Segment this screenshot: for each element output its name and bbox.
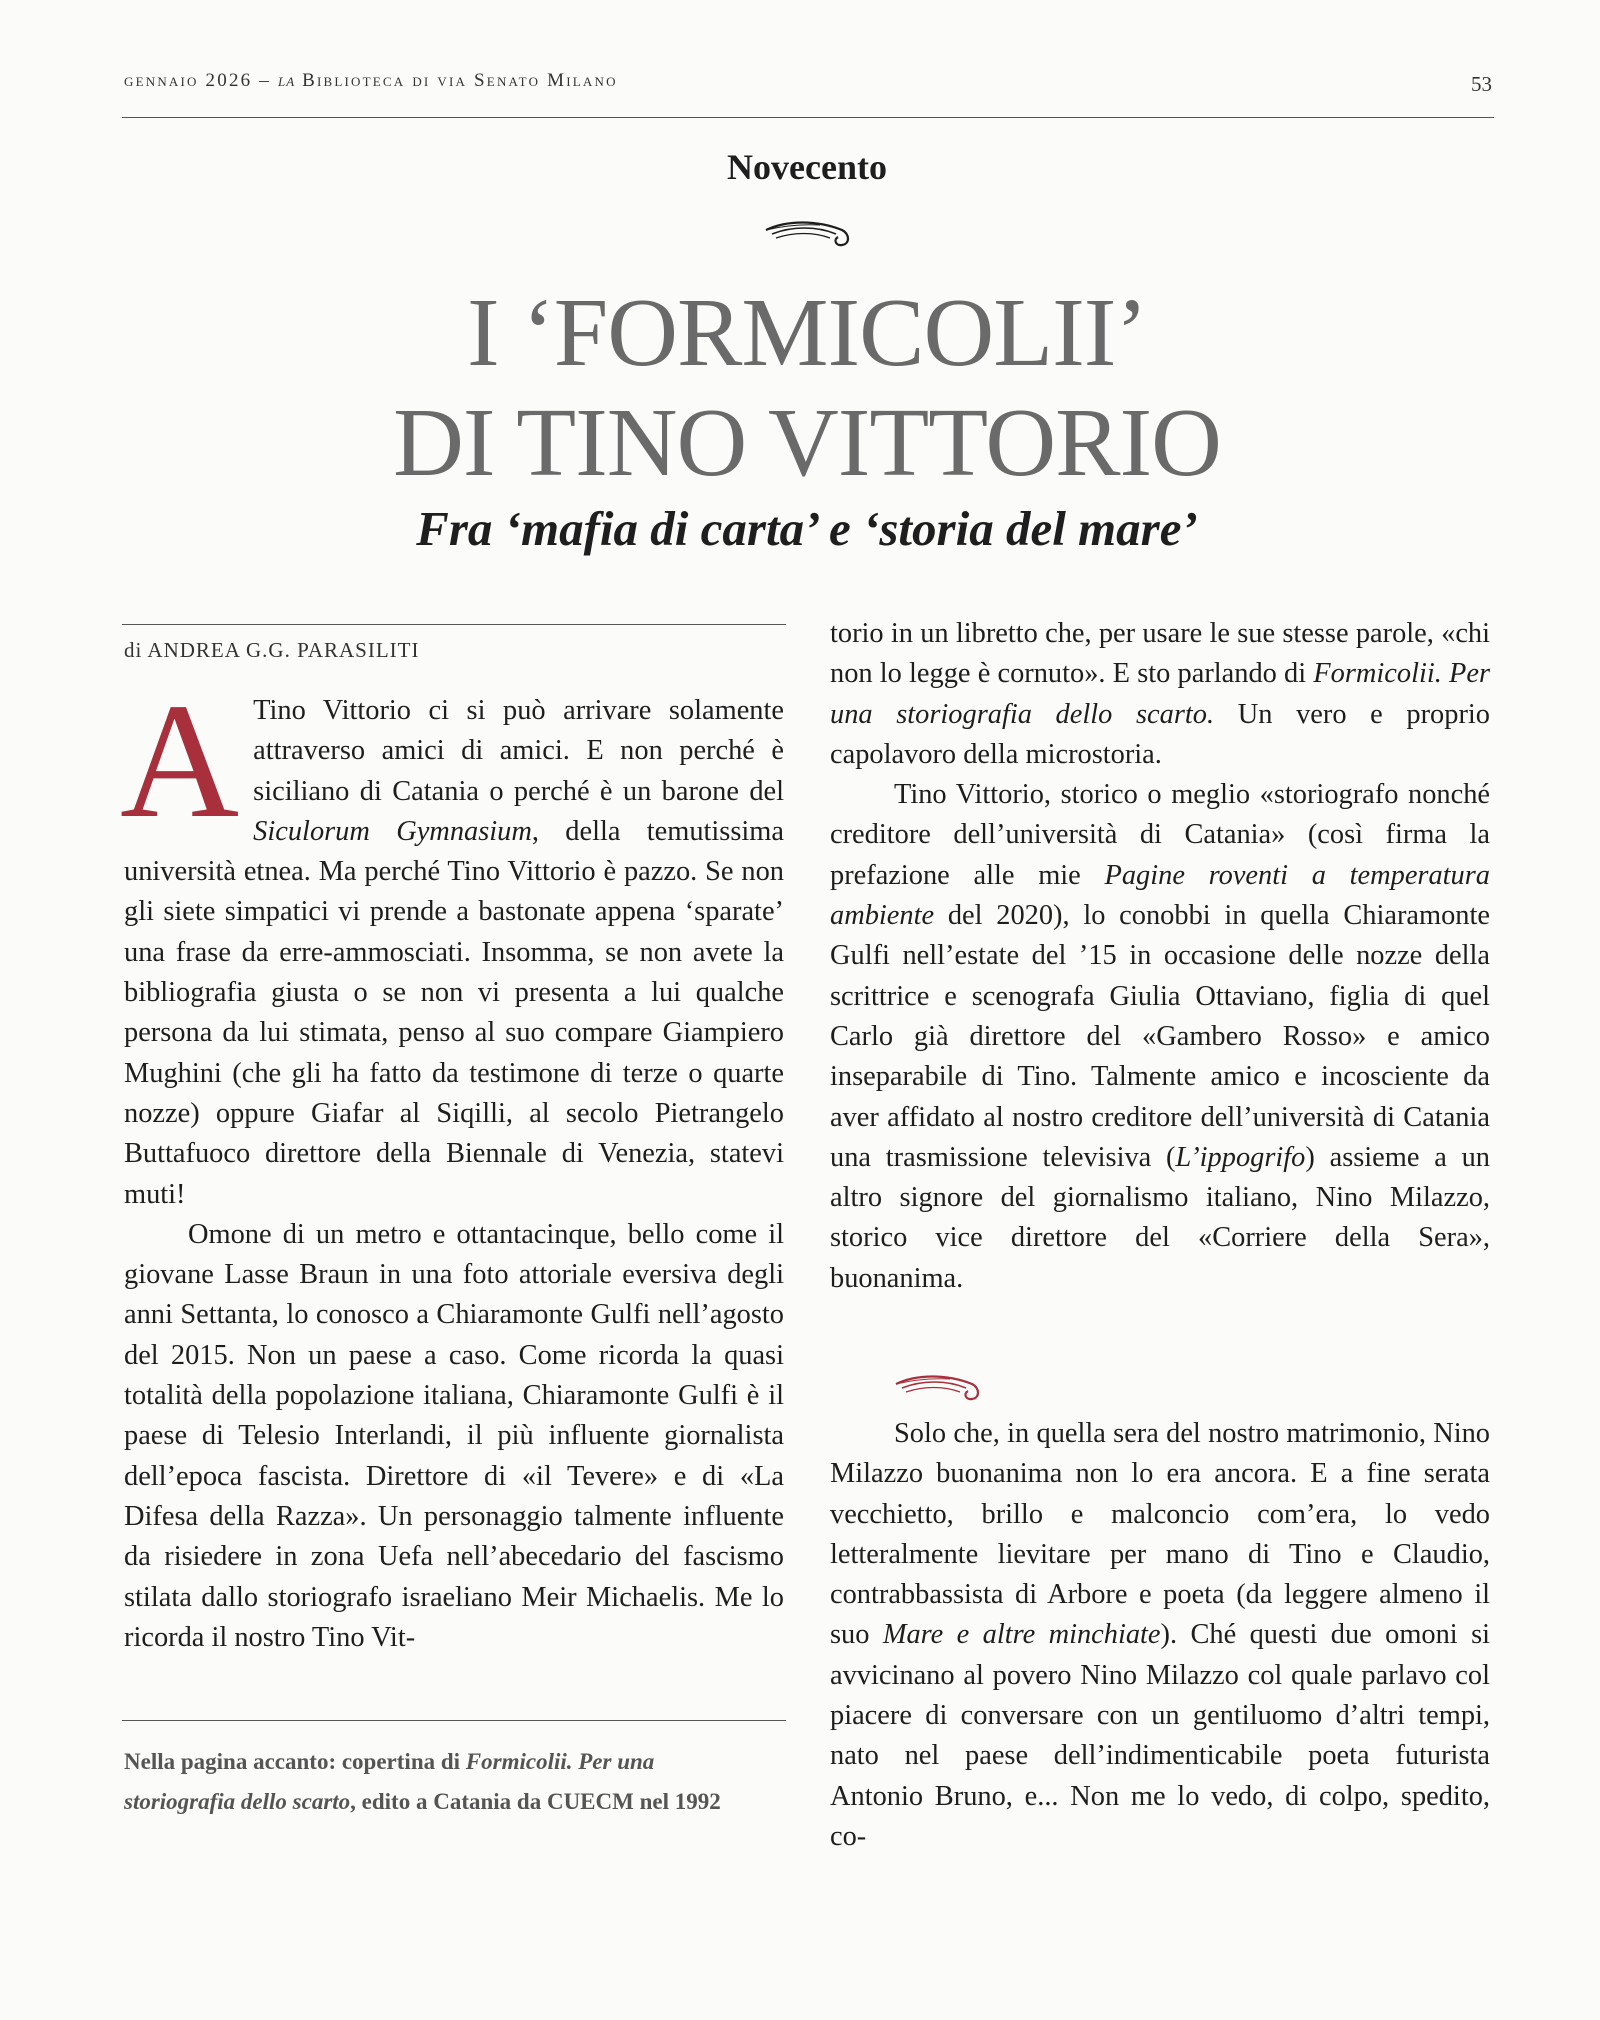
drop-cap: A	[120, 669, 240, 852]
right-column	[830, 614, 1490, 1299]
byline: di ANDREA G.G. PARASILITI	[124, 638, 420, 662]
paragraph-1: A Tino Vittorio ci si può arrivare solamente attraverso amici di amici. E non perché è siciliano di Catania o perché è un barone del Siculorum Gymnasium, della temutissima università etnea. Ma perché Tino Vittorio è pazzo. Se non gli siete simpatici vi prende a bastonate appena ‘sparate’ una frase da erre-ammosciati. Insomma, se non avete la bibliografia giusta o se non vi presenta a lui qualche persona da lui stimata, penso al suo compare Giampiero Mughini (che gli ha fatto da testimone di terze o quarte nozze) oppure Giafar al Siqilli, al secolo Pietrangelo Buttafuoco direttore della Biennale di Venezia, statevi muti!	[120, 669, 784, 1210]
paragraph-2: Omone di un metro e ottantacinque, bello come il giovane Lasse Braun in una foto attoriale eversiva degli anni Settanta, lo conosco a Chiaramonte Gulfi nell’agosto del 2015. Non un paese a caso. Come ricorda la quasi totalità della popolazione italiana, Chiaramonte Gulfi è il paese di Telesio Interlandi, il più influente giornalista dell’epoca fascista. Direttore di «il Tevere» e di «La Difesa della Razza». Un personaggio talmente influente da risiedere in zona Uefa nell’abecedario del fascismo stilata dallo storiografo israeliano Meir Michaelis. Me lo ricorda il nostro Tino Vit-	[124, 1218, 784, 1653]
left-column	[120, 669, 784, 1658]
article-title	[0, 278, 1600, 498]
article-subtitle: Fra ‘mafia di carta’ e ‘storia del mare’	[416, 501, 1198, 556]
title-line-1: I ‘FORMICOLII’	[466, 279, 1148, 387]
right-column-lower	[830, 1414, 1490, 1857]
paragraph-3: Tino Vittorio, storico o meglio «storiografo nonché creditore dell’università di Catania» (così firma la prefazione alle mie Pagine roventi a temperatura ambiente del 2020), lo conobbi in quella Chiaramonte Gulfi nell’estate del ’15 in occasione delle nozze della scrittrice e scenografa Giulia Ottaviano, figlia di quel Carlo già direttore del «Gambero Rosso» e amico inseparabile di Tino. Talmente amico e incosciente da aver affidato al nostro creditore dell’università di Catania una trasmissione televisiva (L’ippogrifo) assieme a un altro signore del giornalismo italiano, Nino Milazzo, storico vice direttore del «Corriere della Sera», buonanima.	[830, 779, 1490, 1294]
paragraph-4: Solo che, in quella sera del nostro matrimonio, Nino Milazzo buonanima non lo era ancora. E a fine serata vecchietto, brillo e malconcio com’era, lo vedo letteralmente lievitare per mano di Tino e Claudio, contrabbassista di Arbore e poeta (da leggere almeno il suo Mare e altre minchiate). Ché questi due omoni si avvicinano al povero Nino Milazzo col quale parlavo col piacere di conversare con un gentiluomo d’altri tempi, nato nel paese dell’indimenticabile poeta futurista Antonio Bruno, e... Non me lo vedo, di colpo, spedito, co-	[830, 1418, 1491, 1852]
header-divider	[122, 117, 1494, 118]
running-head: gennaio 2026 – la Biblioteca di via Senato Milano	[124, 70, 618, 91]
caption-divider	[122, 1720, 786, 1721]
flourish-ornament-icon	[892, 1366, 982, 1410]
image-caption: Nella pagina accanto: copertina di Formicolii. Per una storiografia dello scarto, edito a Catania da CUECM nel 1992	[124, 1749, 721, 1814]
title-line-2: DI TINO VITTORIO	[393, 389, 1221, 497]
paragraph-continued: torio in un libretto che, per usare le sue stesse parole, «chi non lo legge è cornuto». E sto parlando di Formicolii. Per una storiografia dello scarto. Un vero e proprio capolavoro della microstoria.	[830, 618, 1491, 770]
section-label: Novecento	[727, 147, 887, 187]
byline-divider	[122, 624, 786, 625]
flourish-ornament-icon	[762, 212, 852, 256]
page-number: 53	[1471, 72, 1492, 96]
